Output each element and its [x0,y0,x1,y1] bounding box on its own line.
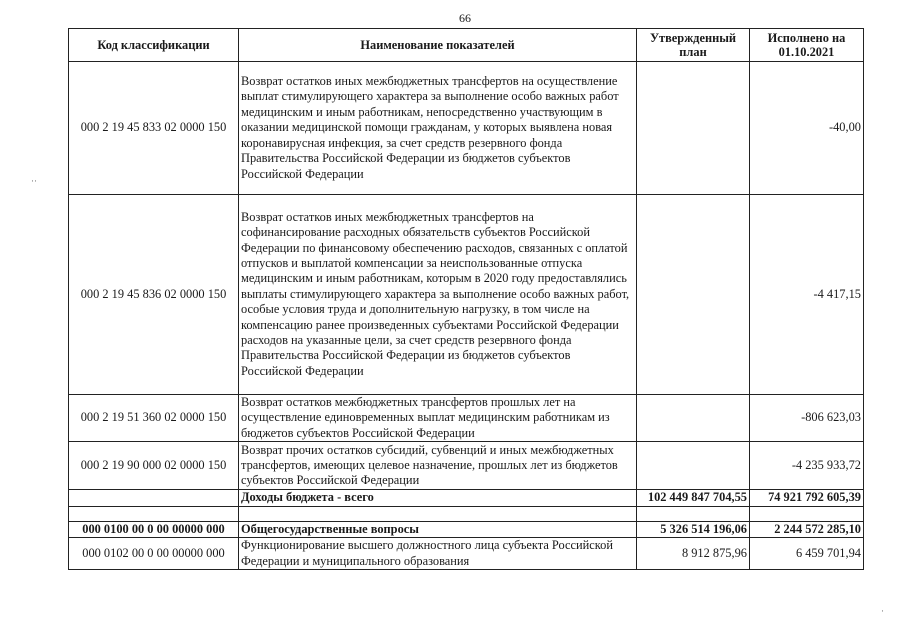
row-executed: -806 623,03 [750,395,864,442]
header-name: Наименование показателей [239,29,637,62]
section-code: 000 0100 00 0 00 00000 000 [69,521,239,537]
spacer-cell [750,506,864,521]
section-name: Общегосударственные вопросы [239,521,637,537]
row-plan [637,442,750,490]
subsection-name: Функционирование высшего должностного лица субъекта Российской Федерации и муниципального образования [239,538,637,570]
section-row [69,521,864,537]
total-code [69,490,239,506]
budget-table [68,28,864,570]
total-name: Доходы бюджета - всего [239,490,637,506]
total-executed: 74 921 792 605,39 [750,490,864,506]
row-plan [637,62,750,195]
row-name: Возврат остатков иных межбюджетных трансфертов на софинансирование расходных обязательств субъектов Российской Федерации по финансовому обеспечению расходов, связанных с оплатой отпусков и выплатой компенсации за неиспользованные отпуска медицинским и иным работникам, которым в 2020 году предоставлялись выплаты стимулирующего характера за выполнение особо важных работ, особые условия труда и дополнительную нагрузку, в том числе на компенсацию ранее произведенных субъектами Российской Федерации расходов на указанные цели, за счет средств резервного фонда Правительства Российской Федерации из бюджетов субъектов Российской Федерации [239,195,637,395]
spacer-cell [69,506,239,521]
total-plan: 102 449 847 704,55 [637,490,750,506]
table-row [69,442,864,490]
subsection-executed: 6 459 701,94 [750,538,864,570]
table-header-row [69,29,864,62]
header-code: Код классификации [69,29,239,62]
row-executed: -40,00 [750,62,864,195]
subsection-row [69,538,864,570]
header-executed: Исполнено на 01.10.2021 [750,29,864,62]
table-row [69,195,864,395]
page-number: 66 [459,11,471,25]
spacer-cell [239,506,637,521]
row-executed: -4 417,15 [750,195,864,395]
subsection-code: 000 0102 00 0 00 00000 000 [69,538,239,570]
row-code: 000 2 19 51 360 02 0000 150 [69,395,239,442]
table-row [69,62,864,195]
row-plan [637,395,750,442]
row-code: 000 2 19 90 000 02 0000 150 [69,442,239,490]
total-row [69,490,864,506]
section-executed: 2 244 572 285,10 [750,521,864,537]
row-plan [637,195,750,395]
row-name: Возврат остатков межбюджетных трансфертов прошлых лет на осуществление единовременных выплат медицинским работникам из бюджетов субъектов Российской Федерации [239,395,637,442]
header-plan: Утвержденный план [637,29,750,62]
row-executed: -4 235 933,72 [750,442,864,490]
section-plan: 5 326 514 196,06 [637,521,750,537]
row-code: 000 2 19 45 836 02 0000 150 [69,195,239,395]
margin-mark: · [881,606,884,616]
row-name: Возврат прочих остатков субсидий, субвенций и иных межбюджетных трансфертов, имеющих целевое назначение, прошлых лет из бюджетов субъектов Российской Федерации [239,442,637,490]
table-row [69,395,864,442]
row-name: Возврат остатков иных межбюджетных трансфертов на осуществление выплат стимулирующего характера за выполнение особо важных работ медицинским и иным работникам, непосредственно участвующим в оказании медицинской помощи гражданам, у которых выявлена новая коронавирусная инфекция, за счет средств резервного фонда Правительства Российской Федерации из бюджетов субъектов Российской Федерации [239,62,637,195]
spacer-row [69,506,864,521]
row-code: 000 2 19 45 833 02 0000 150 [69,62,239,195]
margin-mark: ·· [31,176,37,186]
spacer-cell [637,506,750,521]
subsection-plan: 8 912 875,96 [637,538,750,570]
